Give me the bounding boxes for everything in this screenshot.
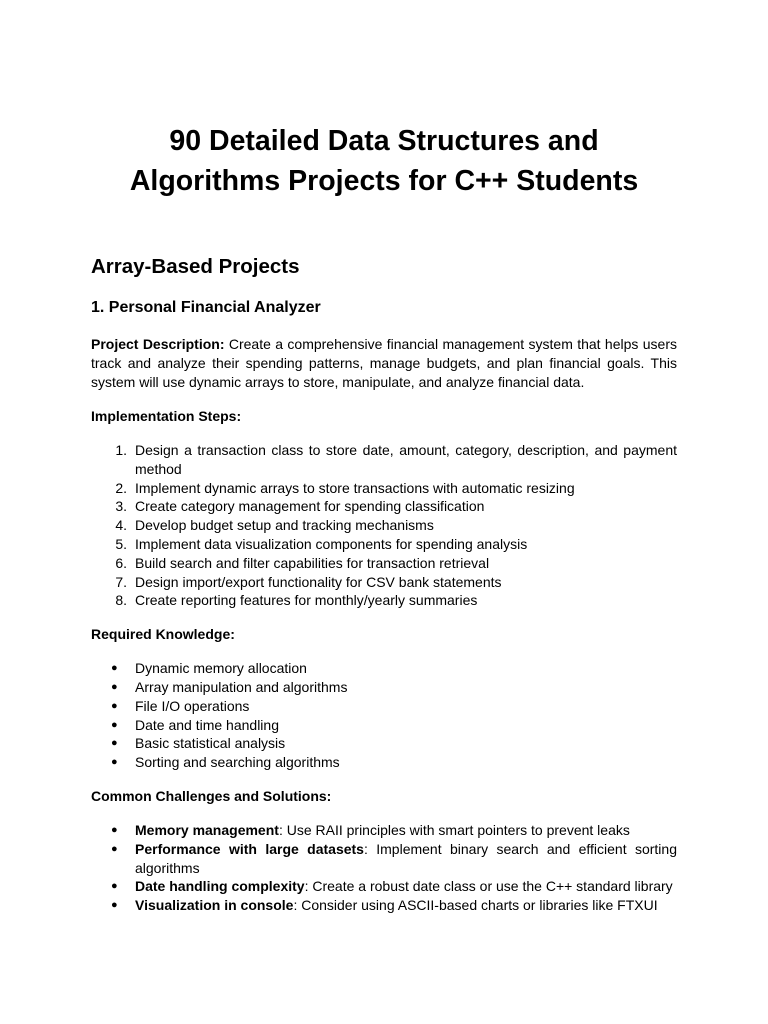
knowledge-text: Sorting and searching algorithms xyxy=(135,754,340,771)
step-text: Develop budget setup and tracking mechanisms xyxy=(135,517,434,534)
step-number: 2. xyxy=(115,479,127,496)
step-number: 6. xyxy=(115,554,127,571)
implementation-step xyxy=(91,554,677,573)
challenge-solution: : Use RAII principles with smart pointers to prevent leaks xyxy=(278,821,630,838)
knowledge-text: Date and time handling xyxy=(135,716,279,733)
challenge-item xyxy=(91,840,677,878)
bullet-icon: ● xyxy=(111,823,118,836)
document-title xyxy=(91,0,677,201)
step-text: Create category management for spending classification xyxy=(135,498,485,515)
challenge-title: Visualization in console xyxy=(135,897,294,914)
bullet-icon: ● xyxy=(111,718,118,731)
project-heading: 1. Personal Financial Analyzer xyxy=(91,299,321,316)
project-description xyxy=(91,335,677,392)
implementation-step xyxy=(91,535,677,554)
implementation-step xyxy=(91,479,677,498)
step-number: 1. xyxy=(115,442,127,458)
bullet-icon: ● xyxy=(111,662,118,675)
knowledge-text: Basic statistical analysis xyxy=(135,735,286,752)
challenges-label: Common Challenges and Solutions: xyxy=(91,787,332,804)
knowledge-text: File I/O operations xyxy=(135,697,250,714)
required-knowledge-label: Required Knowledge: xyxy=(91,626,235,643)
bullet-icon: ● xyxy=(111,699,118,712)
implementation-step xyxy=(91,591,677,610)
step-text: Build search and filter capabilities for transaction retrieval xyxy=(135,554,490,571)
document-title-line-2: Algorithms Projects for C++ Students xyxy=(129,165,639,197)
step-text: Design a transaction class to store date, amount, category, description, and payment method xyxy=(135,442,677,477)
step-number: 4. xyxy=(115,517,127,534)
step-text: Implement data visualization components for spending analysis xyxy=(135,535,528,552)
bullet-icon: ● xyxy=(111,680,118,693)
project-description-text: Create a comprehensive financial management system that helps users track and analyze their spending patterns, manage budgets, and plan financial goals. This system will use dynamic arrays to store, manipulate, and analyze financial data. xyxy=(91,336,678,390)
challenge-item xyxy=(91,821,677,840)
required-knowledge-list xyxy=(91,659,677,772)
challenge-item xyxy=(91,896,677,915)
section-heading: Array-Based Projects xyxy=(91,255,300,278)
bullet-icon: ● xyxy=(111,899,118,912)
knowledge-item xyxy=(91,697,677,716)
challenge-solution: : Implement binary search and efficient sorting algorithms xyxy=(135,840,677,876)
knowledge-item xyxy=(91,734,677,753)
challenge-solution: : Consider using ASCII-based charts or libraries like FTXUI xyxy=(293,897,658,914)
challenge-title: Memory management xyxy=(135,821,279,838)
challenge-solution: : Create a robust date class or use the C++ standard library xyxy=(304,878,673,895)
bullet-icon: ● xyxy=(111,880,118,893)
knowledge-text: Array manipulation and algorithms xyxy=(135,678,348,695)
knowledge-item xyxy=(91,753,677,772)
bullet-icon: ● xyxy=(111,737,118,750)
implementation-step xyxy=(91,497,677,516)
knowledge-item xyxy=(91,678,677,697)
implementation-step xyxy=(91,516,677,535)
knowledge-item xyxy=(91,716,677,735)
step-number: 5. xyxy=(115,535,127,552)
challenges-list xyxy=(91,821,677,915)
bullet-icon: ● xyxy=(111,756,118,769)
document-title-line-1: 90 Detailed Data Structures and xyxy=(169,125,599,157)
step-number: 8. xyxy=(115,592,127,609)
step-text: Create reporting features for monthly/yearly summaries xyxy=(135,592,478,609)
step-text: Implement dynamic arrays to store transactions with automatic resizing xyxy=(135,479,575,496)
step-number: 7. xyxy=(115,573,127,590)
step-text: Design import/export functionality for CSV bank statements xyxy=(135,573,502,590)
knowledge-item xyxy=(91,659,677,678)
challenge-title: Performance with large datasets xyxy=(135,840,364,857)
implementation-steps-list xyxy=(91,441,677,610)
implementation-steps-label: Implementation Steps: xyxy=(91,408,242,424)
bullet-icon: ● xyxy=(111,842,118,855)
step-number: 3. xyxy=(115,498,127,515)
challenge-title: Date handling complexity xyxy=(135,878,305,895)
challenge-item xyxy=(91,877,677,896)
implementation-step xyxy=(91,441,677,479)
project-description-label: Project Description: xyxy=(91,336,225,352)
knowledge-text: Dynamic memory allocation xyxy=(135,660,307,677)
implementation-step xyxy=(91,573,677,592)
